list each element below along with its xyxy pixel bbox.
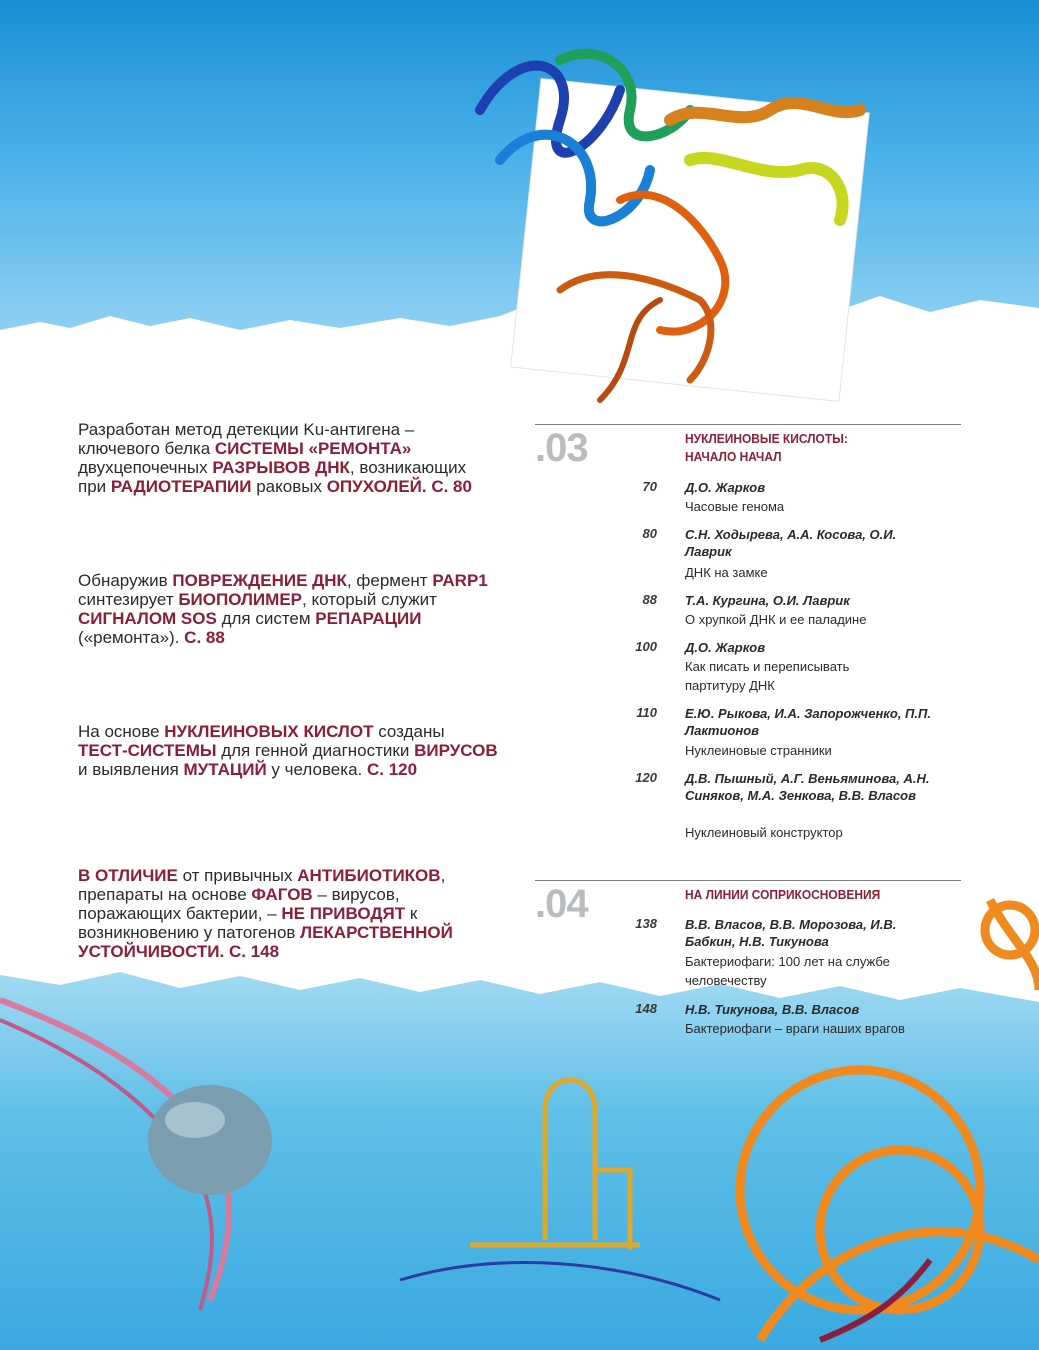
section-04-rule (535, 880, 961, 881)
entry-authors: Е.Ю. Рыкова, И.А. Запорожченко, П.П. Лактионов (685, 706, 931, 738)
teaser-text: Обнаружив (78, 571, 173, 590)
teaser-ku-antigen (78, 420, 498, 496)
rna-hairpin (400, 1080, 720, 1300)
teaser-highlight: ЛЕКАРСТВЕННОЙ УСТОЙЧИВОСТИ. С. 148 (78, 923, 453, 961)
protein-stamp-image (511, 79, 870, 402)
teaser-highlight: МУТАЦИЙ (183, 760, 267, 779)
teaser-test-systems (78, 722, 498, 779)
teaser-highlight: ОПУХОЛЕЙ. С. 80 (326, 477, 472, 496)
teaser-text: двухцепочечных (78, 458, 213, 477)
entry-page-number: 148 (635, 1001, 657, 1016)
section-03-title (685, 430, 848, 466)
entry-page-number: 138 (635, 916, 657, 931)
teaser-highlight: ФАГОВ (251, 885, 313, 904)
teaser-highlight: РАДИОТЕРАПИИ (110, 477, 252, 496)
teaser-text: («ремонта»). (78, 628, 185, 647)
entry-authors: В.В. Власов, В.В. Морозова, И.В. Бабкин, Н.В. Тикунова (685, 917, 897, 949)
section-04-title-line1: НА ЛИНИИ СОПРИКОСНОВЕНИЯ (685, 887, 881, 902)
teaser-text: для систем (216, 609, 316, 628)
teaser-parp1 (78, 571, 498, 647)
teaser-text: , препараты на основе (78, 866, 446, 904)
teaser-phages (78, 866, 498, 961)
teaser-text: На основе (78, 722, 165, 741)
teaser-highlight: НЕ ПРИВОДЯТ (281, 904, 406, 923)
teaser-text: – вирусов, поражающих бактерии, – (78, 885, 400, 923)
teaser-text: , возникающих при (78, 458, 467, 496)
teaser-highlight: РАЗРЫВОВ ДНК (212, 458, 350, 477)
teaser-text: от привычных (177, 866, 298, 885)
entry-authors: С.Н. Ходырева, А.А. Косова, О.И. Лаврик (685, 527, 897, 559)
teaser-text: Разработан метод детекции Ku-антигена – ключевого белка (78, 420, 415, 458)
entry-page-number: 88 (642, 592, 657, 607)
entry-authors: Н.В. Тикунова, В.В. Власов (685, 1002, 860, 1017)
teaser-highlight: СИСТЕМЫ «РЕМОНТА» (214, 439, 412, 458)
section-03-rule (535, 424, 961, 425)
section-04-number: .04 (535, 882, 588, 926)
entry-title: О хрупкой ДНК и ее паладине (685, 612, 867, 627)
entry-title: Как писать и переписывать партитуру ДНК (685, 659, 850, 693)
section-03-title-line1: НУКЛЕИНОВЫЕ КИСЛОТЫ: (685, 431, 848, 446)
teaser-text: , который служит (302, 590, 437, 609)
teaser-highlight: ПОВРЕЖДЕНИЕ ДНК (172, 571, 347, 590)
entry-page-number: 70 (642, 479, 657, 494)
entry-page-number: 110 (636, 705, 657, 720)
entry-page-number: 80 (642, 526, 657, 541)
section-04-title (685, 886, 880, 904)
teaser-text: и выявления (78, 760, 184, 779)
entry-title: Бактериофаги: 100 лет на службе человечеству (685, 954, 890, 988)
teaser-highlight: С. 120 (366, 760, 418, 779)
teaser-highlight: НУКЛЕИНОВЫХ КИСЛОТ (164, 722, 374, 741)
teaser-highlight: РЕПАРАЦИИ (315, 609, 422, 628)
section-03-title-line2: НАЧАЛО НАЧАЛ (685, 449, 782, 464)
teaser-text: у человека. (266, 760, 367, 779)
teaser-text: к возникновению у патогенов (78, 904, 418, 942)
entry-authors: Д.О. Жарков (685, 640, 766, 655)
teaser-highlight: СИГНАЛОМ SOS (78, 609, 217, 628)
entry-title: Часовые генома (685, 499, 785, 514)
teaser-text: синтезирует (78, 590, 179, 609)
teaser-text: созданы (373, 722, 445, 741)
virus-particle (148, 1085, 272, 1195)
teaser-highlight: ТЕСТ-СИСТЕМЫ (78, 741, 217, 760)
entry-title: Бактериофаги – враги наших врагов (685, 1021, 905, 1036)
teaser-text: раковых (251, 477, 327, 496)
entry-authors: Д.О. Жарков (685, 480, 766, 495)
entry-title: Нуклеиновый конструктор (685, 825, 843, 840)
teaser-text: для генной диагностики (216, 741, 415, 760)
entry-title: Нуклеиновые странники (685, 743, 832, 758)
entry-page-number: 120 (635, 770, 657, 785)
teaser-highlight: ВИРУСОВ (414, 741, 498, 760)
entry-title: ДНК на замке (685, 565, 768, 580)
teaser-text: , фермент (346, 571, 433, 590)
entry-authors: Т.А. Кургина, О.И. Лаврик (685, 593, 850, 608)
teaser-highlight: АНТИБИОТИКОВ (297, 866, 441, 885)
teaser-highlight: БИОПОЛИМЕР (178, 590, 302, 609)
section-03-number: .03 (535, 426, 588, 470)
entry-authors: Д.В. Пышный, А.Г. Веньяминова, А.Н. Синяков, М.А. Зенкова, В.В. Власов (685, 771, 930, 803)
teaser-highlight: С. 88 (184, 628, 225, 647)
entry-page-number: 100 (635, 639, 657, 654)
teaser-highlight: PARP1 (432, 571, 488, 590)
teaser-highlight: В ОТЛИЧИЕ (78, 866, 178, 885)
